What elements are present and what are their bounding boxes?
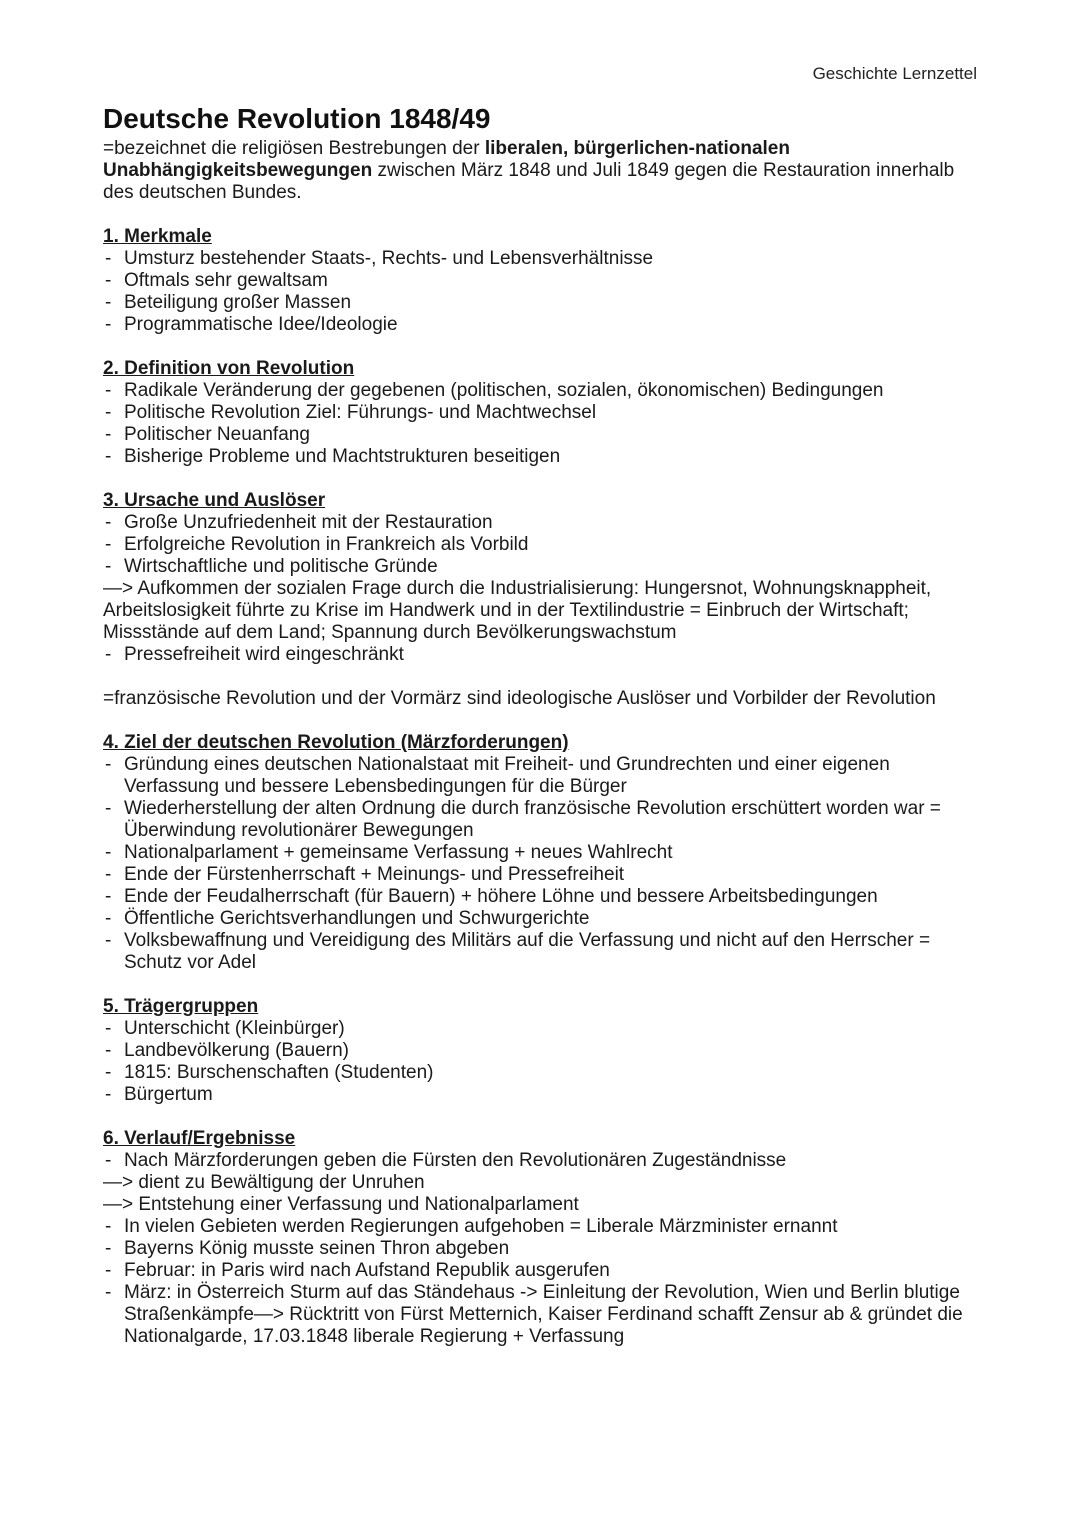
list-item: - In vielen Gebieten werden Regierungen aufgehoben = Liberale Märzminister ernannt	[103, 1216, 983, 1238]
list-item: - Februar: in Paris wird nach Aufstand Republik ausgerufen	[103, 1260, 983, 1282]
list-item: - Öffentliche Gerichtsverhandlungen und Schwurgerichte	[103, 908, 983, 930]
list-item: - Große Unzufriedenheit mit der Restauration	[103, 512, 983, 534]
page-title: Deutsche Revolution 1848/49	[103, 103, 491, 134]
list-item: - Bürgertum	[103, 1084, 983, 1106]
intro-paragraph	[103, 138, 983, 204]
section-title: 4. Ziel der deutschen Revolution (Märzforderungen)	[103, 732, 569, 753]
section-title: 6. Verlauf/Ergebnisse	[103, 1128, 296, 1149]
bullet-list	[103, 754, 983, 974]
list-item: - Bayerns König musste seinen Thron abgeben	[103, 1238, 983, 1260]
list-item: - Politischer Neuanfang	[103, 424, 983, 446]
section-title: 2. Definition von Revolution	[103, 358, 355, 379]
list-item: - Wiederherstellung der alten Ordnung die durch französische Revolution erschüttert worden war = Überwindung revolutionärer Bewegungen	[103, 798, 983, 842]
arrow-line: —> dient zu Bewältigung der Unruhen	[103, 1172, 425, 1193]
list-item: - Bisherige Probleme und Machtstrukturen beseitigen	[103, 446, 983, 468]
list-item: - Erfolgreiche Revolution in Frankreich als Vorbild	[103, 534, 983, 556]
intro-text-start: =bezeichnet die religiösen Bestrebungen der	[103, 138, 485, 159]
document-page	[103, 100, 983, 1348]
section-traegergruppen	[103, 996, 983, 1106]
section-definition	[103, 358, 983, 468]
list-item: - Gründung eines deutschen Nationalstaat mit Freiheit- und Grundrechten und einer eigenen Verfassung und bessere Lebensbedingungen für die Bürger	[103, 754, 983, 798]
bullet-list	[103, 1150, 983, 1172]
list-item: - Politische Revolution Ziel: Führungs- und Machtwechsel	[103, 402, 983, 424]
arrow-line: —> Entstehung einer Verfassung und Nationalparlament	[103, 1194, 579, 1215]
section-title: 5. Trägergruppen	[103, 996, 259, 1017]
section-title: 1. Merkmale	[103, 226, 212, 247]
list-item: - März: in Österreich Sturm auf das Ständehaus -> Einleitung der Revolution, Wien und Berlin blutige Straßenkämpfe—> Rücktritt von Fürst Metternich, Kaiser Ferdinand schafft Zensur ab & gründet die Nationalgarde, 17.03.1848 liberale Regierung + Verfassung	[103, 1282, 983, 1348]
section-title: 3. Ursache und Auslöser	[103, 490, 326, 511]
conclusion-paragraph: =französische Revolution und der Vormärz sind ideologische Auslöser und Vorbilder der Revolution	[103, 688, 936, 709]
list-item: - Ende der Fürstenherrschaft + Meinungs- und Pressefreiheit	[103, 864, 983, 886]
list-item: - Beteiligung großer Massen	[103, 292, 983, 314]
bullet-list	[103, 1018, 983, 1106]
list-item: - Programmatische Idee/Ideologie	[103, 314, 983, 336]
bullet-list	[103, 1216, 983, 1348]
section-merkmale	[103, 226, 983, 336]
intro-bold-text: liberalen, bürgerlichen-nationalen Unabhängigkeitsbewegungen	[103, 138, 790, 181]
bullet-list	[103, 248, 983, 336]
bullet-list	[103, 512, 983, 578]
section-verlauf	[103, 1128, 983, 1348]
list-item: - Nationalparlament + gemeinsame Verfassung + neues Wahlrecht	[103, 842, 983, 864]
intro-text-end: zwischen März 1848 und Juli 1849 gegen die Restauration innerhalb des deutschen Bundes.	[103, 160, 955, 203]
list-item: - Radikale Veränderung der gegebenen (politischen, sozialen, ökonomischen) Bedingungen	[103, 380, 983, 402]
list-item: - 1815: Burschenschaften (Studenten)	[103, 1062, 983, 1084]
list-item: - Nach Märzforderungen geben die Fürsten den Revolutionären Zugeständnisse	[103, 1150, 983, 1172]
list-item: - Unterschicht (Kleinbürger)	[103, 1018, 983, 1040]
list-item: - Wirtschaftliche und politische Gründe	[103, 556, 983, 578]
section-ursache	[103, 490, 983, 710]
list-item: - Ende der Feudalherrschaft (für Bauern) + höhere Löhne und bessere Arbeitsbedingungen	[103, 886, 983, 908]
list-item: - Volksbewaffnung und Vereidigung des Militärs auf die Verfassung und nicht auf den Herrscher = Schutz vor Adel	[103, 930, 983, 974]
list-item: - Oftmals sehr gewaltsam	[103, 270, 983, 292]
list-item: - Umsturz bestehender Staats-, Rechts- und Lebensverhältnisse	[103, 248, 983, 270]
list-item: - Landbevölkerung (Bauern)	[103, 1040, 983, 1062]
header-note: Geschichte Lernzettel	[812, 64, 977, 83]
bullet-list	[103, 380, 983, 468]
bullet-list	[103, 644, 983, 666]
arrow-paragraph: —> Aufkommen der sozialen Frage durch die Industrialisierung: Hungersnot, Wohnungsknappheit, Arbeitslosigkeit führte zu Krise im Handwerk und in der Textilindustrie = Einbruch der Wirtschaft; Missstände auf dem Land; Spannung durch Bevölkerungswachstum	[103, 578, 932, 643]
section-ziel	[103, 732, 983, 974]
list-item: - Pressefreiheit wird eingeschränkt	[103, 644, 983, 666]
